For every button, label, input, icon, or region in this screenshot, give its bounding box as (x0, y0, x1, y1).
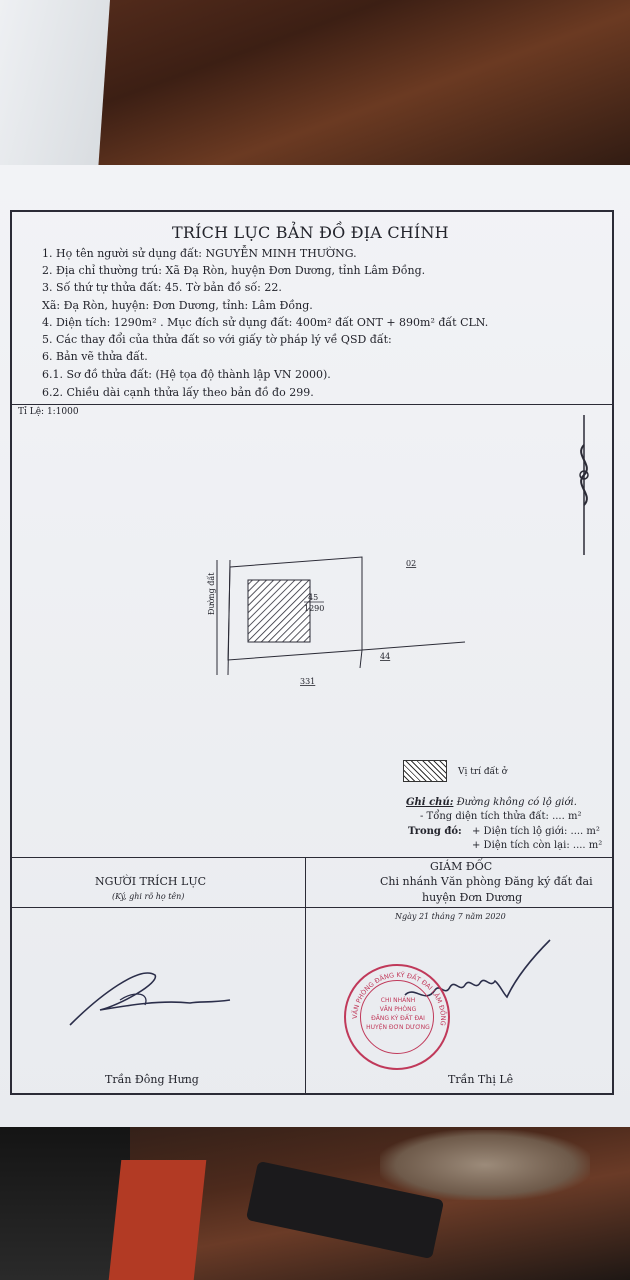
coordinate-line: 6.1. Sơ đồ thửa đất: (Hệ tọa độ thành lập VN 2000). (42, 368, 331, 381)
scale-label: Tỉ Lệ: 1:1000 (18, 407, 79, 417)
area-line: 4. Diện tích: 1290m² . Mục đích sử dụng đất: 400m² đất ONT + 890m² đất CLN. (42, 316, 489, 329)
remaining-area-line: + Diện tích còn lại: .... m² (472, 840, 603, 851)
changes-line: 5. Các thay đổi của thửa đất so với giấy tờ pháp lý về QSD đất: (42, 333, 392, 346)
parcel-area: 1290 (304, 604, 325, 613)
parcel-map (200, 540, 480, 690)
extractor-signature (60, 965, 240, 1035)
road-label: Đường đất (207, 572, 216, 615)
neighbor-parcel-02: 02 (406, 559, 417, 568)
stamp-line-3: ĐĂNG KÝ ĐẤT ĐAI (371, 1015, 425, 1022)
signature-divider (10, 857, 614, 858)
legend-hatch-swatch (403, 760, 447, 782)
director-title: GIÁM ĐỐC (430, 860, 493, 873)
svg-text:VĂN PHÒNG ĐĂNG KÝ ĐẤT ĐAI LÂM: VĂN PHÒNG ĐĂNG KÝ ĐẤT ĐAI LÂM ĐỒNG (350, 970, 448, 1027)
signature-divider-2 (10, 907, 614, 908)
rusty-object (380, 1130, 590, 1200)
director-organization: Chi nhánh Văn phòng Đăng ký đất đai (380, 875, 593, 888)
signature-column-divider (305, 857, 306, 1093)
breakdown-label: Trong đó: (408, 826, 462, 837)
address-line: 2. Địa chỉ thường trú: Xã Đạ Ròn, huyện Đơn Dương, tỉnh Lâm Đồng. (42, 264, 426, 277)
neighbor-parcel-44: 44 (380, 652, 391, 661)
legend-label: Vị trí đất ở (458, 767, 508, 777)
neighbor-parcel-331: 331 (300, 677, 316, 686)
drawing-line: 6. Bản vẽ thửa đất. (42, 350, 148, 363)
official-stamp (344, 964, 450, 1070)
neighbor-boundary (362, 642, 465, 650)
red-object (109, 1160, 207, 1280)
extractor-subtitle: (Ký, ghi rõ họ tên) (112, 892, 185, 901)
road-area-line: + Diện tích lộ giới: .... m² (472, 826, 600, 837)
note-text: Đường không có lộ giới. (453, 797, 577, 808)
director-name: Trần Thị Lê (448, 1073, 514, 1086)
extractor-title: NGƯỜI TRÍCH LỤC (95, 875, 207, 888)
neighbor-boundary-2 (360, 650, 362, 668)
note-line (406, 797, 577, 808)
stamp-inner-ring (360, 980, 434, 1054)
signing-date: Ngày 21 tháng 7 năm 2020 (395, 912, 506, 921)
stamp-line-1: CHI NHÁNH (380, 997, 416, 1004)
extractor-name: Trần Đông Hưng (105, 1073, 199, 1086)
parcel-number-line: 3. Số thứ tự thửa đất: 45. Tờ bản đồ số: 22. (42, 281, 282, 294)
divider (10, 404, 614, 405)
compass-ornament (572, 415, 602, 555)
parcel-number: 45 (308, 593, 319, 602)
stamp-line-2: VĂN PHÒNG (379, 1006, 417, 1013)
commune-line: Xã: Đạ Ròn, huyện: Đơn Dương, tỉnh: Lâm Đồng. (42, 299, 313, 312)
residential-area-hatch (248, 580, 310, 642)
director-district: huyện Đơn Dương (422, 891, 523, 904)
note-prefix: Ghi chú: (406, 797, 454, 808)
document-title: TRÍCH LỤC BẢN ĐỒ ĐỊA CHÍNH (172, 223, 449, 242)
edge-length-line: 6.2. Chiều dài cạnh thửa lấy theo bản đồ đo 299. (42, 386, 314, 399)
total-area-line: - Tổng diện tích thửa đất: .... m² (420, 811, 582, 822)
stamp-line-4: HUYỆN ĐƠN DƯƠNG (366, 1024, 430, 1031)
owner-line: 1. Họ tên người sử dụng đất: NGUYỄN MINH THƯỜNG. (42, 247, 357, 260)
